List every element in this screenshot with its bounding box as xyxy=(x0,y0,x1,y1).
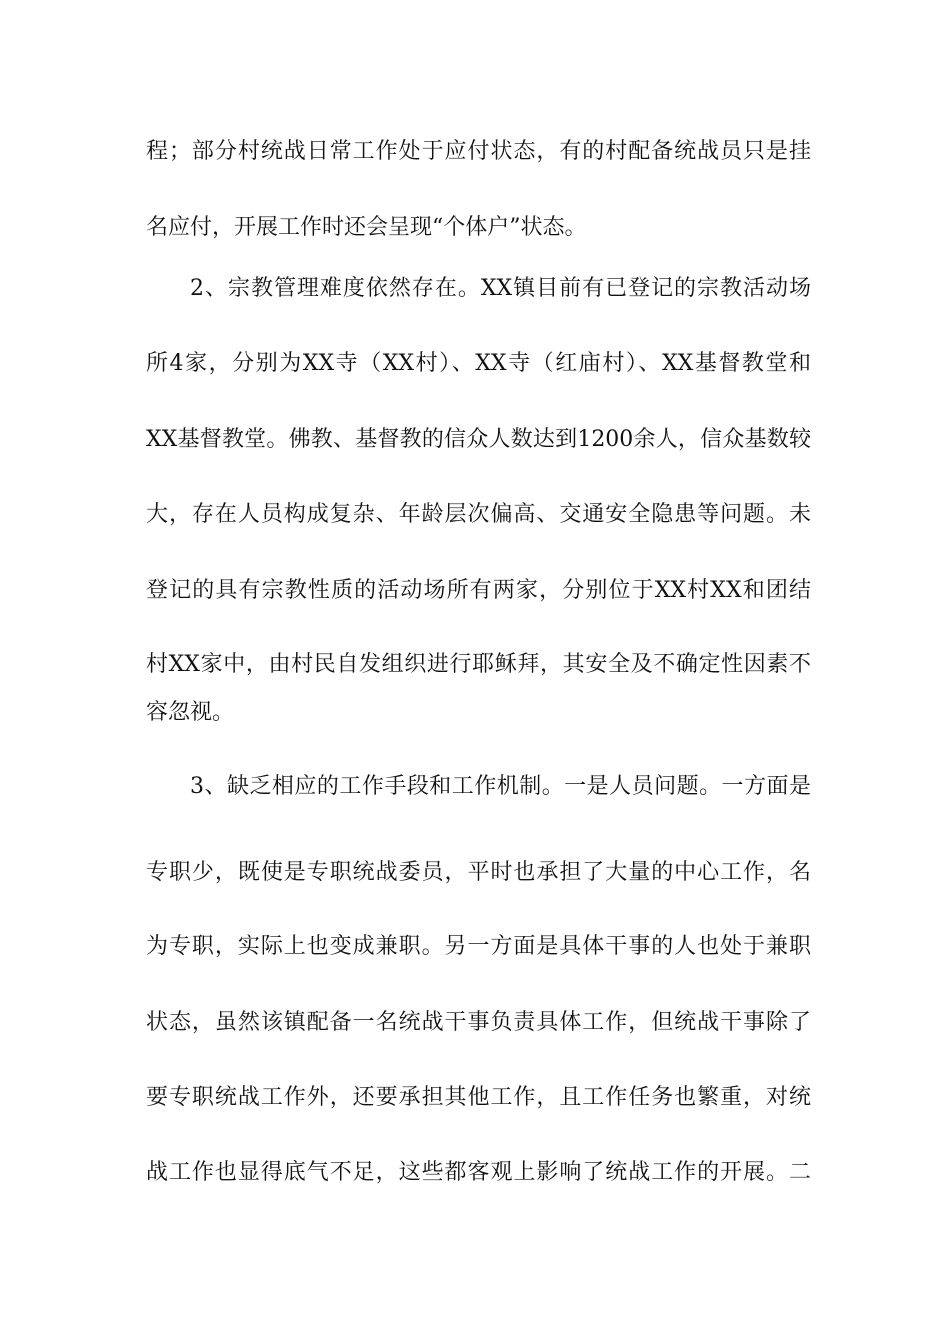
text-line: 要专职统战工作外，还要承担其他工作，且工作任务也繁重，对统 xyxy=(146,1085,811,1110)
text-line: 所4家，分别为XX寺（XX村）、XX寺（红庙村）、XX基督教堂和 xyxy=(146,351,811,376)
text-line: 程；部分村统战日常工作处于应付状态，有的村配备统战员只是挂 xyxy=(146,139,811,164)
text-line: 容忽视。 xyxy=(146,700,235,725)
text-line: 专职少，既使是专职统战委员，平时也承担了大量的中心工作，名 xyxy=(146,860,811,885)
paragraph-start-line: 3、缺乏相应的工作手段和工作机制。一是人员问题。一方面是 xyxy=(190,774,811,799)
text-line: 大，存在人员构成复杂、年龄层次偏高、交通安全隐患等问题。未 xyxy=(146,502,811,527)
text-line: XX基督教堂。佛教、基督教的信众人数达到1200余人，信众基数较 xyxy=(146,427,811,452)
text-line: 战工作也显得底气不足，这些都客观上影响了统战工作的开展。二 xyxy=(146,1160,811,1185)
text-line: 村XX家中，由村民自发组织进行耶稣拜，其安全及不确定性因素不 xyxy=(146,652,811,677)
text-line: 为专职，实际上也变成兼职。另一方面是具体干事的人也处于兼职 xyxy=(146,934,811,959)
text-line: 名应付，开展工作时还会呈现“个体户”状态。 xyxy=(146,215,587,240)
text-line: 登记的具有宗教性质的活动场所有两家，分别位于XX村XX和团结 xyxy=(146,578,811,603)
text-line: 状态，虽然该镇配备一名统战干事负责具体工作，但统战干事除了 xyxy=(146,1010,811,1035)
paragraph-start-line: 2、宗教管理难度依然存在。XX镇目前有已登记的宗教活动场 xyxy=(190,276,811,301)
